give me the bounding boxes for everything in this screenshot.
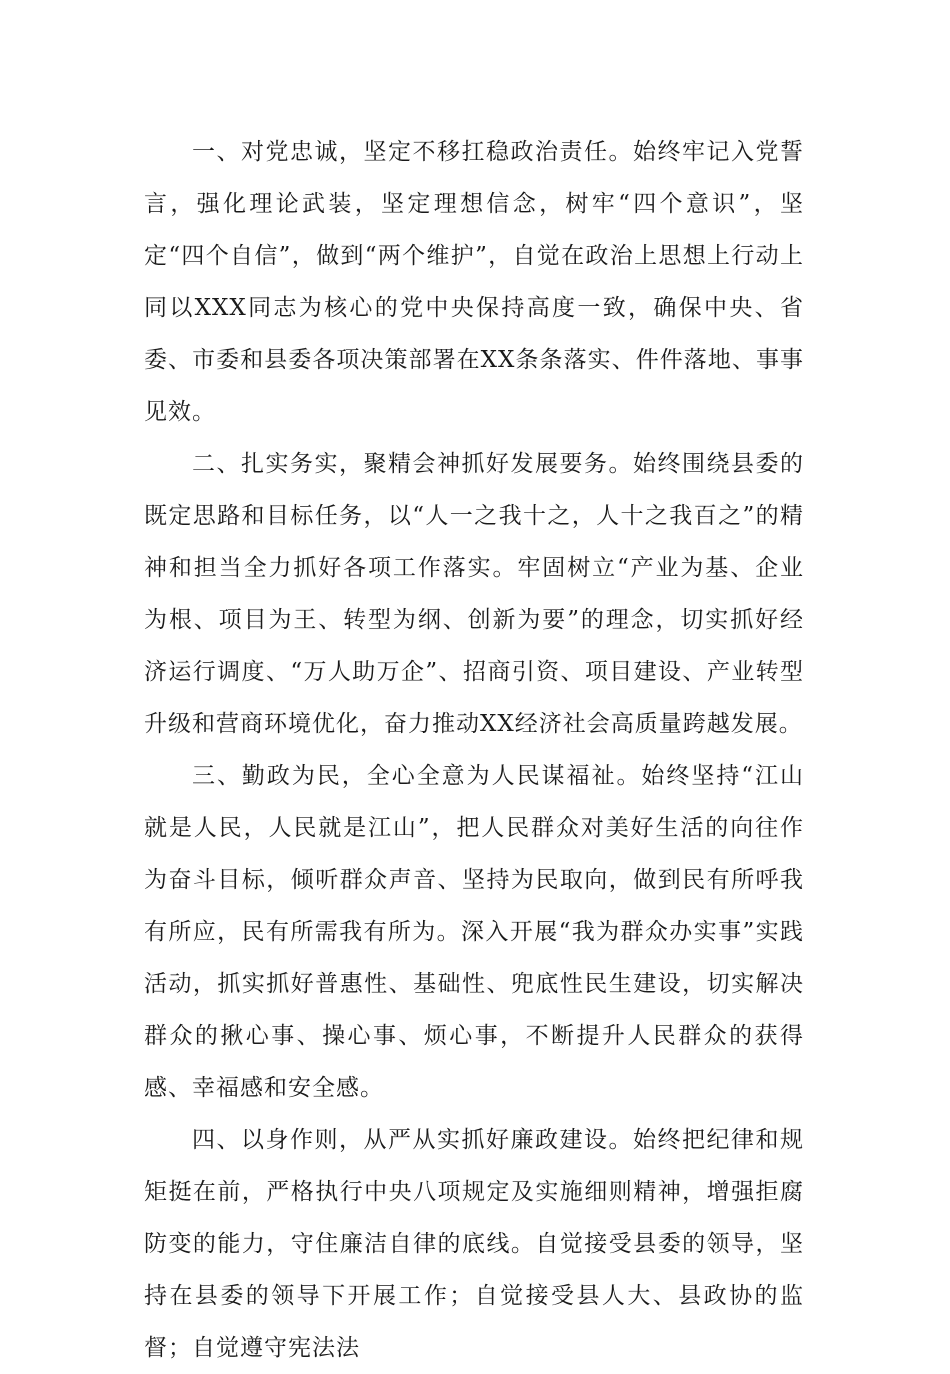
paragraph-4: 四、以身作则，从严从实抓好廉政建设。始终把纪律和规矩挺在前，严格执行中央八项规定及实施细则精神，增强拒腐防变的能力，守住廉洁自律的底线。自觉接受县委的领导，坚持在县委的领导下开展工作；自觉接受县人大、县政协的监督；自觉遵守宪法法	[144, 1127, 804, 1361]
paragraph-1: 一、对党忠诚，坚定不移扛稳政治责任。始终牢记入党誓言，强化理论武装，坚定理想信念，树牢“四个意识”，坚定“四个自信”，做到“两个维护”，自觉在政治上思想上行动上同以XXX同志为核心的党中央保持高度一致，确保中央、省委、市委和县委各项决策部署在XX条条落实、件件落地、事事见效。	[144, 139, 804, 425]
paragraph-2: 二、扎实务实，聚精会神抓好发展要务。始终围绕县委的既定思路和目标任务，以“人一之我十之，人十之我百之”的精神和担当全力抓好各项工作落实。牢固树立“产业为基、企业为根、项目为王、转型为纲、创新为要”的理念，切实抓好经济运行调度、“万人助万企”、招商引资、项目建设、产业转型升级和营商环境优化，奋力推动XX经济社会高质量跨越发展。	[144, 451, 804, 737]
document-body	[144, 126, 804, 1374]
paragraph-3: 三、勤政为民，全心全意为人民谋福祉。始终坚持“江山就是人民，人民就是江山”，把人民群众对美好生活的向往作为奋斗目标，倾听群众声音、坚持为民取向，做到民有所呼我有所应，民有所需我有所为。深入开展“我为群众办实事”实践活动，抓实抓好普惠性、基础性、兜底性民生建设，切实解决群众的揪心事、操心事、烦心事，不断提升人民群众的获得感、幸福感和安全感。	[144, 763, 804, 1101]
